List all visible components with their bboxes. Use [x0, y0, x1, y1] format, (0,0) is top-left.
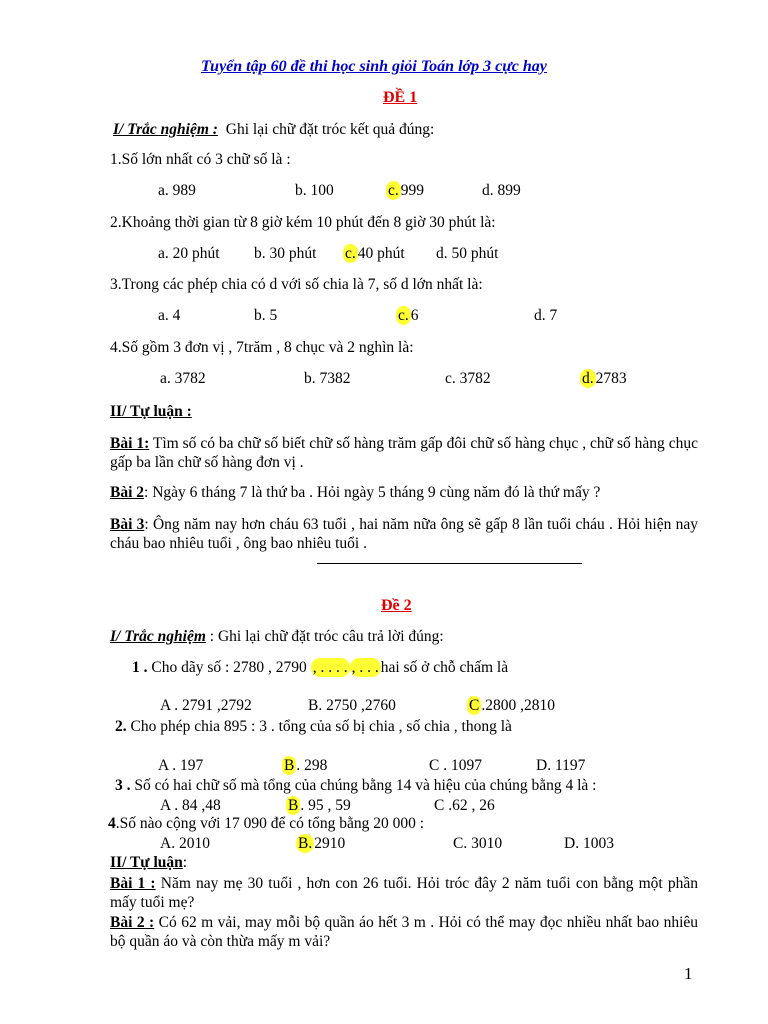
- de1-q1-option-b: b. 100: [295, 182, 334, 199]
- de1-q3-option-c: c. 6: [398, 307, 419, 324]
- de1-q4-option-d: d. 2783: [582, 370, 627, 387]
- de2-q1-dots-highlight-2: , . . .: [351, 659, 379, 676]
- de2-part2-header: II/ Tự luận:: [110, 854, 188, 871]
- de2-q1-option-c: C .2800 ,2810: [469, 697, 555, 714]
- de2-q2-option-b: B . 298: [284, 757, 328, 774]
- de2-q3-text: 3 . Số có hai chữ số mà tổng của chúng bằng 14 và hiệu của chúng bằng 4 là :: [115, 777, 597, 794]
- de1-q1-option-a: a. 989: [158, 182, 196, 199]
- de1-q1-option-d: d. 899: [482, 182, 521, 199]
- document-title: Tuyển tập 60 đề thi học sinh giỏi Toán lớp 3 cực hay: [201, 58, 547, 75]
- de1-q1-option-c: c. 999: [388, 182, 425, 199]
- de2-q4-option-b: B. 2910: [298, 835, 346, 852]
- de1-q2-answer-highlight: c.: [345, 245, 356, 262]
- de1-q3-answer-highlight: c.: [398, 307, 409, 324]
- section-divider: [317, 563, 582, 564]
- de1-q4-option-c: c. 3782: [445, 370, 491, 387]
- de1-q1-text: 1.Số lớn nhất có 3 chữ số là :: [110, 151, 291, 168]
- de2-q4-answer-highlight: B.: [298, 835, 313, 852]
- de1-bai1-label: Bài 1:: [110, 435, 150, 452]
- de1-q3-option-b: b. 5: [254, 307, 278, 324]
- de1-q4-option-a: a. 3782: [160, 370, 206, 387]
- de1-bai2: [110, 484, 600, 502]
- de2-q3-option-b: B . 95 , 59: [288, 797, 351, 814]
- de1-q2-option-a: a. 20 phút: [158, 245, 220, 262]
- de2-bai2: [110, 913, 698, 951]
- de2-q1-option-b: B. 2750 ,2760: [308, 697, 396, 714]
- de1-q2-option-b: b. 30 phút: [254, 245, 317, 262]
- de1-q2-option-c: c. 40 phút: [345, 245, 405, 262]
- de2-part1-instruction: : Ghi lại chữ đặt tróc câu trả lời đúng:: [209, 628, 444, 645]
- de1-q1-answer-highlight: c.: [388, 182, 399, 199]
- de2-q3-answer-highlight: B: [288, 797, 299, 814]
- de1-bai1: [110, 434, 698, 472]
- de1-heading: ĐỀ 1: [383, 89, 418, 106]
- de1-q4-option-b: b. 7382: [304, 370, 351, 387]
- de2-q2-answer-highlight: B: [284, 757, 295, 774]
- de1-q3-text: 3.Trong các phép chia có d với số chia là 7, số d lớn nhất là:: [110, 276, 483, 293]
- de1-bai3-text: : Ông năm nay hơn cháu 63 tuổi , hai năm nữa ông sẽ gấp 8 lần tuổi cháu . Hỏi hiện nay cháu bao nhiêu tuổi , ông bao nhiêu tuổi .: [110, 516, 698, 552]
- de2-bai2-text: Có 62 m vải, may mỗi bộ quần áo hết 3 m . Hỏi có thể may đọc nhiều nhất bao nhiêu bộ quần áo và còn thừa mấy m vải?: [110, 914, 698, 950]
- de1-part1-instruction: Ghi lại chữ đặt tróc kết quả đúng:: [225, 121, 435, 138]
- de1-bai3-label: Bài 3: [110, 516, 145, 533]
- de2-heading: Đề 2: [381, 597, 412, 614]
- de2-q4-option-c: C. 3010: [453, 835, 503, 852]
- de2-q2-option-a: A . 197: [158, 757, 204, 774]
- de2-part1-label: I/ Trắc nghiệm: [110, 628, 206, 645]
- de2-bai1: [110, 874, 698, 912]
- de1-part2-label: II/ Tự luận :: [110, 403, 192, 420]
- de2-q2-option-d: D. 1197: [536, 757, 586, 774]
- de2-q3-option-c: C .62 , 26: [434, 797, 495, 814]
- de2-q1-text: 1 . Cho dãy số : 2780 , 2790 , . . . . , . . . hai số ở chỗ chấm là: [132, 659, 509, 676]
- de2-bai2-label: Bài 2 :: [110, 914, 155, 931]
- de1-part1-header: [113, 121, 434, 139]
- de1-bai1-text: Tìm số có ba chữ số biết chữ số hàng trăm gấp đôi chữ số hàng chục , chữ số hàng chục gấp ba lần chữ số hàng đơn vị .: [110, 435, 698, 471]
- de1-q4-text: 4.Số gồm 3 đơn vị , 7trăm , 8 chục và 2 nghìn là:: [110, 339, 414, 356]
- de1-q2-option-d: d. 50 phút: [436, 245, 499, 262]
- de2-q1-option-a: A . 2791 ,2792: [160, 697, 252, 714]
- de2-part2-label: II/ Tự luận: [110, 854, 183, 871]
- de1-q4-answer-highlight: d.: [582, 370, 594, 387]
- de2-q2-option-c: C . 1097: [429, 757, 482, 774]
- de2-q4-text: 4.Số nào cộng với 17 090 để có tổng bằng 20 000 :: [108, 815, 425, 832]
- de2-part1-header: [110, 628, 444, 646]
- de2-q1-answer-highlight: C: [469, 697, 480, 714]
- de2-q1-dots-highlight-1: , . . . .: [312, 659, 348, 676]
- de2-q3-option-a: A . 84 ,48: [160, 797, 221, 814]
- page-number: 1: [684, 964, 693, 983]
- de1-q3-option-a: a. 4: [158, 307, 181, 324]
- de1-part1-label: I/ Trắc nghiệm :: [113, 121, 218, 138]
- de1-q2-text: 2.Khoảng thời gian từ 8 giờ kém 10 phút đến 8 giờ 30 phút là:: [110, 214, 496, 231]
- de1-bai2-label: Bài 2: [110, 484, 145, 501]
- de1-bai2-text: : Ngày 6 tháng 7 là thứ ba . Hỏi ngày 5 tháng 9 cùng năm đó là thứ mấy ?: [144, 484, 601, 501]
- de2-bai1-text: Năm nay mẹ 30 tuổi , hơn con 26 tuổi. Hỏi tróc đây 2 năm tuổi con bằng một phần mấy tuổi mẹ?: [110, 875, 699, 911]
- de2-q2-text: 2. Cho phép chia 895 : 3 . tổng của số bị chia , số chia , thong là: [115, 718, 512, 735]
- de1-bai3: [110, 515, 698, 553]
- de2-q4-option-d: D. 1003: [564, 835, 614, 852]
- de2-q4-option-a: A. 2010: [160, 835, 210, 852]
- de2-bai1-label: Bài 1 :: [110, 875, 156, 892]
- de1-q3-option-d: d. 7: [534, 307, 558, 324]
